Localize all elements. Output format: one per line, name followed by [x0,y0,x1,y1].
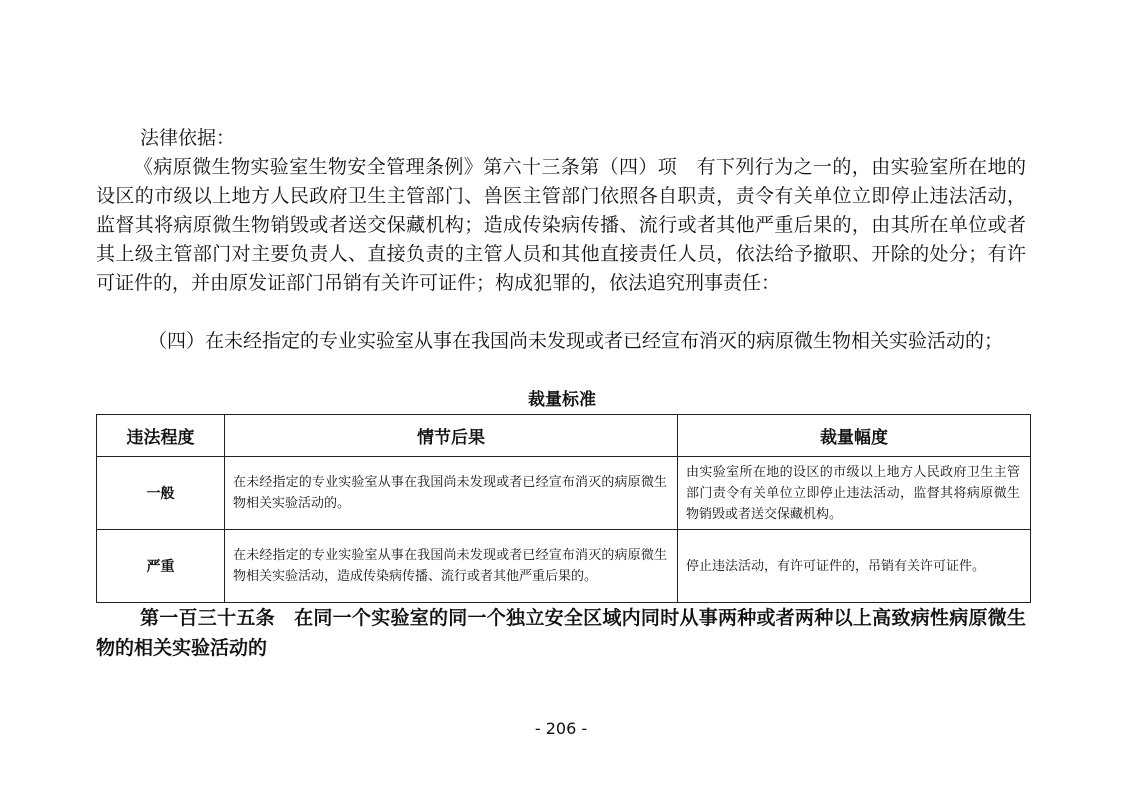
table-header-row [97,415,1031,457]
header-discretion-range: 裁量幅度 [678,415,1031,457]
row-discretion: 停止违法活动，有许可证件的，吊销有关许可证件。 [678,530,1031,603]
header-violation-degree: 违法程度 [97,415,225,457]
discretion-standards-table [96,414,1031,603]
next-article-heading: 第一百三十五条 在同一个实验室的同一个独立安全区域内同时从事两种或者两种以上高致病性病原微生物的相关实验活动的 [96,607,1026,659]
row-circumstance: 在未经指定的专业实验室从事在我国尚未发现或者已经宣布消灭的病原微生物相关实验活动的。 [225,457,678,530]
table-row [97,457,1031,530]
legal-basis-heading: 法律依据： [140,127,236,149]
row-level: 一般 [97,457,225,530]
table-row [97,530,1031,603]
row-level: 严重 [97,530,225,603]
legal-basis-item: （四）在未经指定的专业实验室从事在我国尚未发现或者已经宣布消灭的病原微生物相关实验活动的； [148,330,1004,352]
page-number: - 206 - [534,719,588,738]
row-discretion: 由实验室所在地的设区的市级以上地方人民政府卫生主管部门责令有关单位立即停止违法活动，监督其将病原微生物销毁或者送交保藏机构。 [678,457,1031,530]
legal-basis-paragraph: 《病原微生物实验室生物安全管理条例》第六十三条第（四）项 有下列行为之一的，由实验室所在地的设区的市级以上地方人民政府卫生主管部门、兽医主管部门依照各自职责，责令有关单位立即停止违法活动，监督其将病原微生物销毁或者送交保藏机构；造成传染病传播、流行或者其他严重后果的，由其所在单位或者其上级主管部门对主要负责人、直接负责的主管人员和其他直接责任人员，依法给予撤职、开除的处分；有许可证件的，并由原发证部门吊销有关许可证件；构成犯罪的，依法追究刑事责任： [96,156,1026,294]
row-circumstance: 在未经指定的专业实验室从事在我国尚未发现或者已经宣布消灭的病原微生物相关实验活动，造成传染病传播、流行或者其他严重后果的。 [225,530,678,603]
table-title: 裁量标准 [528,390,596,410]
header-circumstance: 情节后果 [225,415,678,457]
